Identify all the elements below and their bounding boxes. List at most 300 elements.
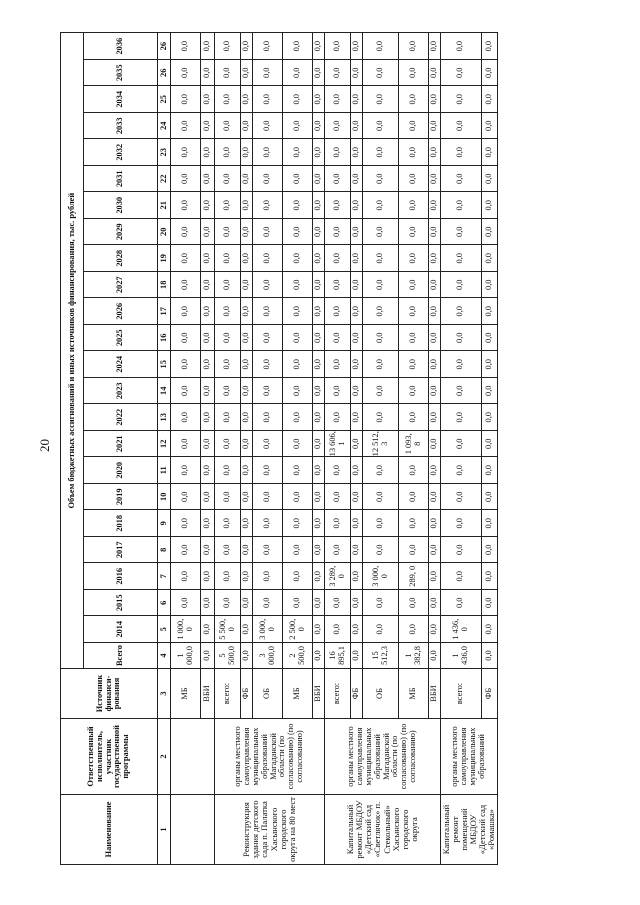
cell-year-value: 0,0 <box>253 86 283 113</box>
cell-year-value: 0,0 <box>363 166 399 193</box>
header-year: 2015 <box>84 590 158 617</box>
cell-year-value: 0,0 <box>481 33 497 60</box>
column-number: 11 <box>158 457 171 484</box>
header-year: 2026 <box>84 298 158 325</box>
cell-year-value: 0,0 <box>171 510 201 537</box>
cell-year-value: 0,0 <box>481 113 497 140</box>
cell-year-value: 0,0 <box>429 219 441 246</box>
cell-year-value: 0,0 <box>253 272 283 299</box>
cell-year-value: 0,0 <box>171 484 201 511</box>
cell-year-value: 0,0 <box>351 139 363 166</box>
cell-year-value: 0,0 <box>215 298 241 325</box>
column-number: 17 <box>158 298 171 325</box>
cell-year-value: 0,0 <box>429 166 441 193</box>
cell-year-value: 0,0 <box>171 113 201 140</box>
cell-year-value: 0,0 <box>325 404 351 431</box>
cell-source: ВБИ <box>201 669 215 719</box>
cell-year-value: 0,0 <box>313 272 325 299</box>
header-total: Всего <box>84 643 158 669</box>
header-year: 2020 <box>84 457 158 484</box>
page-number: 20 <box>37 439 52 452</box>
header-year: 2018 <box>84 510 158 537</box>
header-year: 2027 <box>84 272 158 299</box>
cell-year-value: 0,0 <box>253 378 283 405</box>
cell-year-value: 0,0 <box>253 537 283 564</box>
cell-year-value: 0,0 <box>283 510 313 537</box>
cell-year-value: 0,0 <box>215 325 241 352</box>
cell-name: Капитальный ремонт помещений МБДОУ «Детский сад «Ромашка» <box>441 795 498 865</box>
cell-year-value: 0,0 <box>481 272 497 299</box>
cell-year-value: 0,0 <box>363 60 399 87</box>
cell-year-value: 0,0 <box>441 272 482 299</box>
cell-year-value: 0,0 <box>313 404 325 431</box>
cell-year-value: 5 500, 0 <box>215 616 241 643</box>
cell-year-value: 0,0 <box>283 139 313 166</box>
cell-year-value: 0,0 <box>399 86 429 113</box>
cell-year-value: 0,0 <box>429 86 441 113</box>
cell-total: 1 436,0 <box>441 643 482 669</box>
cell-year-value: 0,0 <box>429 563 441 590</box>
cell-year-value: 0,0 <box>313 192 325 219</box>
cell-year-value: 0,0 <box>215 351 241 378</box>
cell-year-value: 0,0 <box>441 563 482 590</box>
column-number: 2 <box>158 719 171 795</box>
cell-year-value: 0,0 <box>201 590 215 617</box>
cell-year-value: 0,0 <box>399 510 429 537</box>
cell-year-value: 0,0 <box>399 245 429 272</box>
cell-year-value: 0,0 <box>399 166 429 193</box>
cell-year-value: 0,0 <box>283 378 313 405</box>
cell-year-value: 0,0 <box>351 86 363 113</box>
column-number: 14 <box>158 378 171 405</box>
cell-year-value: 0,0 <box>283 113 313 140</box>
column-number: 7 <box>158 563 171 590</box>
cell-year-value: 0,0 <box>441 325 482 352</box>
cell-total: 0,0 <box>201 643 215 669</box>
cell-year-value: 0,0 <box>429 60 441 87</box>
cell-year-value: 0,0 <box>253 139 283 166</box>
header-year: 2028 <box>84 245 158 272</box>
cell-year-value: 0,0 <box>283 590 313 617</box>
cell-year-value: 0,0 <box>429 378 441 405</box>
cell-year-value: 0,0 <box>363 351 399 378</box>
cell-source: ФБ <box>351 669 363 719</box>
cell-year-value: 0,0 <box>171 404 201 431</box>
cell-year-value: 0,0 <box>171 298 201 325</box>
cell-year-value: 0,0 <box>363 537 399 564</box>
cell-year-value: 0,0 <box>325 245 351 272</box>
cell-year-value: 0,0 <box>215 431 241 458</box>
cell-year-value: 0,0 <box>241 245 253 272</box>
cell-year-value: 0,0 <box>215 457 241 484</box>
cell-year-value: 0,0 <box>325 616 351 643</box>
cell-year-value: 0,0 <box>351 192 363 219</box>
cell-year-value: 0,0 <box>429 245 441 272</box>
cell-year-value: 0,0 <box>481 86 497 113</box>
cell-total: 15 512,3 <box>363 643 399 669</box>
cell-year-value: 0,0 <box>215 166 241 193</box>
cell-year-value: 0,0 <box>325 139 351 166</box>
cell-year-value: 0,0 <box>313 86 325 113</box>
cell-year-value: 0,0 <box>325 351 351 378</box>
cell-year-value: 0,0 <box>325 325 351 352</box>
cell-year-value: 0,0 <box>253 192 283 219</box>
cell-year-value: 0,0 <box>253 510 283 537</box>
cell-year-value: 0,0 <box>325 166 351 193</box>
cell-year-value: 0,0 <box>363 33 399 60</box>
header-year: 2014 <box>84 616 158 643</box>
cell-year-value: 0,0 <box>351 245 363 272</box>
cell-total: 2 500,0 <box>283 643 313 669</box>
cell-year-value: 0,0 <box>201 298 215 325</box>
column-number: 6 <box>158 590 171 617</box>
cell-year-value: 0,0 <box>351 166 363 193</box>
cell-year-value: 0,0 <box>241 616 253 643</box>
cell-year-value: 12 512, 3 <box>363 431 399 458</box>
cell-year-value: 0,0 <box>481 219 497 246</box>
cell-year-value: 0,0 <box>201 563 215 590</box>
cell-year-value: 0,0 <box>441 378 482 405</box>
cell-year-value: 0,0 <box>215 537 241 564</box>
cell-year-value: 0,0 <box>363 192 399 219</box>
cell-year-value: 0,0 <box>481 245 497 272</box>
cell-year-value: 0,0 <box>215 219 241 246</box>
cell-year-value: 0,0 <box>201 325 215 352</box>
cell-year-value: 0,0 <box>241 113 253 140</box>
cell-year-value: 0,0 <box>429 351 441 378</box>
cell-year-value: 0,0 <box>441 86 482 113</box>
cell-year-value: 0,0 <box>241 378 253 405</box>
cell-total: 0,0 <box>351 643 363 669</box>
cell-year-value: 0,0 <box>283 457 313 484</box>
cell-year-value: 0,0 <box>429 537 441 564</box>
cell-year-value: 0,0 <box>283 245 313 272</box>
cell-year-value: 0,0 <box>241 86 253 113</box>
cell-year-value: 0,0 <box>399 139 429 166</box>
cell-year-value: 0,0 <box>399 351 429 378</box>
cell-year-value: 0,0 <box>241 510 253 537</box>
cell-year-value: 0,0 <box>215 192 241 219</box>
header-funding-title: Объем бюджетных ассигнований и иных источников финансирования, тыс. рублей <box>61 33 84 669</box>
cell-source: ОБ <box>363 669 399 719</box>
cell-year-value: 0,0 <box>253 113 283 140</box>
cell-year-value: 0,0 <box>363 298 399 325</box>
cell-year-value: 0,0 <box>171 590 201 617</box>
cell-year-value: 0,0 <box>201 219 215 246</box>
cell-year-value: 0,0 <box>241 404 253 431</box>
cell-year-value: 0,0 <box>313 590 325 617</box>
cell-year-value: 0,0 <box>201 113 215 140</box>
cell-year-value: 0,0 <box>283 33 313 60</box>
cell-year-value: 0,0 <box>441 484 482 511</box>
column-number: 9 <box>158 510 171 537</box>
cell-source: всего: <box>441 669 482 719</box>
cell-year-value: 0,0 <box>253 457 283 484</box>
cell-year-value: 0,0 <box>429 192 441 219</box>
cell-year-value: 0,0 <box>253 219 283 246</box>
cell-year-value: 289, 0 <box>399 563 429 590</box>
cell-year-value: 0,0 <box>171 537 201 564</box>
cell-year-value: 0,0 <box>351 378 363 405</box>
cell-year-value: 0,0 <box>363 113 399 140</box>
cell-year-value: 0,0 <box>351 113 363 140</box>
cell-source: ОБ <box>253 669 283 719</box>
cell-year-value: 0,0 <box>351 590 363 617</box>
cell-year-value: 0,0 <box>429 616 441 643</box>
cell-year-value: 0,0 <box>399 378 429 405</box>
cell-year-value: 0,0 <box>325 378 351 405</box>
column-number: 20 <box>158 219 171 246</box>
cell-year-value: 0,0 <box>325 457 351 484</box>
header-year: 2034 <box>84 86 158 113</box>
cell-year-value: 0,0 <box>313 245 325 272</box>
cell-year-value: 0,0 <box>351 219 363 246</box>
cell-year-value: 0,0 <box>253 590 283 617</box>
column-number: 18 <box>158 272 171 299</box>
cell-year-value: 0,0 <box>283 431 313 458</box>
cell-year-value: 0,0 <box>283 351 313 378</box>
column-number: 26 <box>158 33 171 60</box>
cell-name <box>171 795 215 865</box>
cell-year-value: 0,0 <box>481 431 497 458</box>
cell-total: 3 000,0 <box>253 643 283 669</box>
cell-year-value: 0,0 <box>215 33 241 60</box>
cell-year-value: 0,0 <box>363 245 399 272</box>
cell-year-value: 0,0 <box>313 298 325 325</box>
header-year: 2021 <box>84 431 158 458</box>
cell-year-value: 0,0 <box>399 298 429 325</box>
cell-year-value: 0,0 <box>253 351 283 378</box>
table-row <box>441 33 482 865</box>
header-year: 2032 <box>84 139 158 166</box>
cell-year-value: 0,0 <box>429 113 441 140</box>
cell-year-value: 0,0 <box>241 590 253 617</box>
column-number: 15 <box>158 351 171 378</box>
cell-year-value: 0,0 <box>429 298 441 325</box>
cell-year-value: 0,0 <box>441 431 482 458</box>
cell-year-value: 0,0 <box>171 86 201 113</box>
cell-year-value: 0,0 <box>481 457 497 484</box>
cell-year-value: 0,0 <box>241 351 253 378</box>
cell-year-value: 0,0 <box>429 510 441 537</box>
cell-year-value: 0,0 <box>215 245 241 272</box>
cell-year-value: 0,0 <box>481 616 497 643</box>
cell-year-value: 0,0 <box>241 325 253 352</box>
cell-year-value: 0,0 <box>325 537 351 564</box>
column-number: 8 <box>158 537 171 564</box>
column-number: 4 <box>158 643 171 669</box>
cell-year-value: 0,0 <box>253 245 283 272</box>
cell-year-value: 0,0 <box>351 272 363 299</box>
cell-year-value: 0,0 <box>481 510 497 537</box>
cell-year-value: 0,0 <box>441 457 482 484</box>
cell-year-value: 0,0 <box>441 404 482 431</box>
cell-total: 5 500,0 <box>215 643 241 669</box>
cell-year-value: 0,0 <box>313 139 325 166</box>
cell-year-value: 0,0 <box>241 166 253 193</box>
cell-year-value: 0,0 <box>351 457 363 484</box>
cell-year-value: 1 000, 0 <box>171 616 201 643</box>
header-year: 2022 <box>84 404 158 431</box>
cell-year-value: 0,0 <box>313 457 325 484</box>
funding-table <box>60 32 498 865</box>
cell-year-value: 0,0 <box>171 139 201 166</box>
cell-executor: органы местного самоуправления муниципальных образований <box>441 719 498 795</box>
cell-year-value: 0,0 <box>241 563 253 590</box>
cell-year-value: 0,0 <box>283 192 313 219</box>
cell-year-value: 0,0 <box>253 325 283 352</box>
cell-year-value: 0,0 <box>399 457 429 484</box>
cell-year-value: 0,0 <box>351 616 363 643</box>
cell-year-value: 0,0 <box>363 139 399 166</box>
cell-year-value: 0,0 <box>363 86 399 113</box>
cell-year-value: 0,0 <box>283 166 313 193</box>
cell-year-value: 0,0 <box>201 351 215 378</box>
cell-year-value: 0,0 <box>253 431 283 458</box>
cell-year-value: 0,0 <box>399 404 429 431</box>
cell-year-value: 0,0 <box>313 33 325 60</box>
cell-year-value: 0,0 <box>441 219 482 246</box>
cell-year-value: 0,0 <box>201 192 215 219</box>
cell-year-value: 0,0 <box>325 113 351 140</box>
cell-year-value: 0,0 <box>481 325 497 352</box>
cell-year-value: 0,0 <box>481 404 497 431</box>
cell-total: 1 000,0 <box>171 643 201 669</box>
cell-year-value: 0,0 <box>253 563 283 590</box>
header-year: 2023 <box>84 378 158 405</box>
cell-year-value: 0,0 <box>481 537 497 564</box>
cell-year-value: 0,0 <box>201 537 215 564</box>
cell-year-value: 0,0 <box>313 510 325 537</box>
cell-year-value: 0,0 <box>215 113 241 140</box>
header-year: 2025 <box>84 325 158 352</box>
cell-year-value: 0,0 <box>351 537 363 564</box>
cell-year-value: 0,0 <box>399 484 429 511</box>
cell-year-value: 0,0 <box>325 510 351 537</box>
cell-year-value: 0,0 <box>201 245 215 272</box>
cell-source: ФБ <box>241 669 253 719</box>
cell-year-value: 0,0 <box>241 272 253 299</box>
cell-year-value: 0,0 <box>283 563 313 590</box>
cell-year-value: 0,0 <box>253 298 283 325</box>
cell-year-value: 0,0 <box>363 484 399 511</box>
cell-year-value: 0,0 <box>201 457 215 484</box>
cell-executor: органы местного самоуправления муниципальных образований Магаданской области (по согласованию) (по согласованию) <box>325 719 441 795</box>
cell-total: 0,0 <box>429 643 441 669</box>
cell-year-value: 0,0 <box>441 351 482 378</box>
cell-year-value: 0,0 <box>171 166 201 193</box>
cell-year-value: 0,0 <box>171 457 201 484</box>
cell-year-value: 0,0 <box>363 404 399 431</box>
cell-year-value: 0,0 <box>363 378 399 405</box>
cell-year-value: 0,0 <box>241 139 253 166</box>
cell-source: ВБИ <box>429 669 441 719</box>
cell-year-value: 0,0 <box>441 113 482 140</box>
cell-year-value: 0,0 <box>325 192 351 219</box>
cell-executor: органы местного самоуправления муниципальных образований Магаданской области (по согласованию) (по согласованию) <box>215 719 325 795</box>
cell-year-value: 0,0 <box>283 537 313 564</box>
cell-year-value: 0,0 <box>171 33 201 60</box>
cell-year-value: 0,0 <box>429 457 441 484</box>
cell-year-value: 0,0 <box>215 139 241 166</box>
cell-year-value: 0,0 <box>429 431 441 458</box>
cell-year-value: 0,0 <box>171 60 201 87</box>
cell-year-value: 0,0 <box>325 298 351 325</box>
cell-year-value: 0,0 <box>201 139 215 166</box>
cell-year-value: 0,0 <box>171 219 201 246</box>
cell-year-value: 0,0 <box>481 192 497 219</box>
cell-executor <box>171 719 215 795</box>
cell-year-value: 0,0 <box>351 563 363 590</box>
cell-year-value: 0,0 <box>441 245 482 272</box>
cell-year-value: 0,0 <box>399 60 429 87</box>
cell-year-value: 0,0 <box>429 484 441 511</box>
cell-year-value: 0,0 <box>313 563 325 590</box>
cell-year-value: 0,0 <box>171 192 201 219</box>
cell-year-value: 0,0 <box>399 616 429 643</box>
cell-year-value: 0,0 <box>215 590 241 617</box>
cell-year-value: 0,0 <box>201 404 215 431</box>
column-number: 3 <box>158 669 171 719</box>
cell-source: МБ <box>283 669 313 719</box>
cell-year-value: 0,0 <box>363 325 399 352</box>
cell-year-value: 0,0 <box>363 616 399 643</box>
cell-year-value: 0,0 <box>313 616 325 643</box>
cell-year-value: 0,0 <box>215 86 241 113</box>
cell-year-value: 0,0 <box>441 60 482 87</box>
cell-source: всего: <box>215 669 241 719</box>
header-year: 2035 <box>84 60 158 87</box>
cell-year-value: 0,0 <box>363 272 399 299</box>
cell-year-value: 0,0 <box>171 431 201 458</box>
cell-year-value: 0,0 <box>399 192 429 219</box>
cell-source: всего: <box>325 669 351 719</box>
cell-year-value: 0,0 <box>253 166 283 193</box>
cell-year-value: 13 606, 1 <box>325 431 351 458</box>
cell-source: МБ <box>399 669 429 719</box>
column-number: 1 <box>158 795 171 865</box>
column-number: 22 <box>158 166 171 193</box>
cell-year-value: 0,0 <box>481 166 497 193</box>
cell-year-value: 0,0 <box>429 325 441 352</box>
cell-year-value: 0,0 <box>325 33 351 60</box>
column-number: 13 <box>158 404 171 431</box>
cell-year-value: 0,0 <box>351 298 363 325</box>
cell-year-value: 0,0 <box>283 325 313 352</box>
cell-year-value: 0,0 <box>253 404 283 431</box>
cell-year-value: 0,0 <box>241 431 253 458</box>
cell-year-value: 0,0 <box>201 272 215 299</box>
cell-year-value: 0,0 <box>441 192 482 219</box>
cell-year-value: 1 436, 0 <box>441 616 482 643</box>
header-year: 2016 <box>84 563 158 590</box>
cell-year-value: 0,0 <box>399 272 429 299</box>
cell-year-value: 0,0 <box>283 404 313 431</box>
column-number: 10 <box>158 484 171 511</box>
cell-year-value: 0,0 <box>241 33 253 60</box>
cell-year-value: 0,0 <box>441 537 482 564</box>
cell-year-value: 0,0 <box>399 219 429 246</box>
cell-year-value: 0,0 <box>351 33 363 60</box>
header-year: 2031 <box>84 166 158 193</box>
table-row <box>215 33 241 865</box>
cell-year-value: 0,0 <box>283 484 313 511</box>
cell-year-value: 0,0 <box>325 60 351 87</box>
table-row <box>325 33 351 865</box>
cell-year-value: 0,0 <box>215 510 241 537</box>
cell-year-value: 0,0 <box>481 351 497 378</box>
cell-year-value: 0,0 <box>325 590 351 617</box>
